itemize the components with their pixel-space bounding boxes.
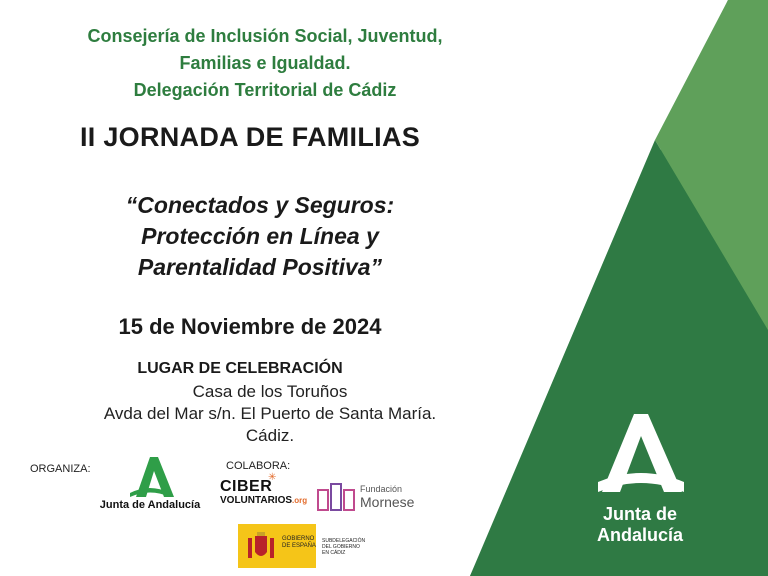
venue-address: Avda del Mar s/n. El Puerto de Santa María.	[103, 404, 437, 423]
subdelegacion-label-1: SUBDELEGACIÓN	[322, 538, 366, 544]
junta-big-a-icon	[596, 412, 686, 496]
department-line-3: Delegación Territorial de Cádiz	[133, 80, 397, 100]
junta-andalucia-big-logo	[560, 412, 720, 545]
junta-andalucia-small-logo	[96, 455, 204, 515]
department-line-1: Consejería de Inclusión Social, Juventud,	[87, 26, 443, 46]
spark-icon: ✳	[268, 472, 277, 483]
event-title: II JORNADA DE FAMILIAS	[79, 122, 421, 152]
department-line-2: Familias e Igualdad.	[179, 53, 351, 73]
espana-label: DE ESPAÑA	[282, 543, 316, 549]
gobierno-label: GOBIERNO	[282, 536, 315, 542]
fundacion-mornese-logo	[316, 482, 426, 512]
voluntarios-label: VOLUNTARIOS	[220, 495, 293, 506]
ciber-suffix: .org	[292, 496, 308, 505]
subdelegacion-label-2: DEL GOBIERNO	[322, 544, 360, 550]
venue-name: Casa de los Toruños	[192, 382, 348, 401]
junta-small-label: Junta de Andalucía	[99, 499, 201, 511]
venue-city: Cádiz.	[245, 426, 295, 445]
mornese-label: Mornese	[360, 494, 415, 510]
coat-of-arms-icon	[244, 530, 278, 564]
colabora-label: COLABORA:	[226, 460, 291, 472]
gobierno-espana-logo	[238, 524, 364, 570]
event-subtitle-line-1: “Conectados y Seguros:	[125, 192, 395, 218]
subdelegacion-label-3: EN CÁDIZ	[322, 550, 346, 556]
venue-heading: LUGAR DE CELEBRACIÓN	[137, 360, 343, 377]
ciber-label: CIBER	[220, 478, 273, 495]
cibervoluntarios-logo	[220, 472, 310, 510]
event-subtitle-line-3: Parentalidad Positiva”	[137, 254, 383, 280]
organiza-label: ORGANIZA:	[30, 463, 91, 475]
event-subtitle-line-2: Protección en Línea y	[141, 223, 379, 249]
fundacion-label: Fundación	[360, 484, 403, 494]
mornese-frames-icon	[316, 482, 358, 512]
junta-big-label: Junta de Andalucía	[596, 504, 684, 545]
event-date: 15 de Noviembre de 2024	[118, 314, 382, 339]
junta-a-icon	[124, 455, 176, 499]
